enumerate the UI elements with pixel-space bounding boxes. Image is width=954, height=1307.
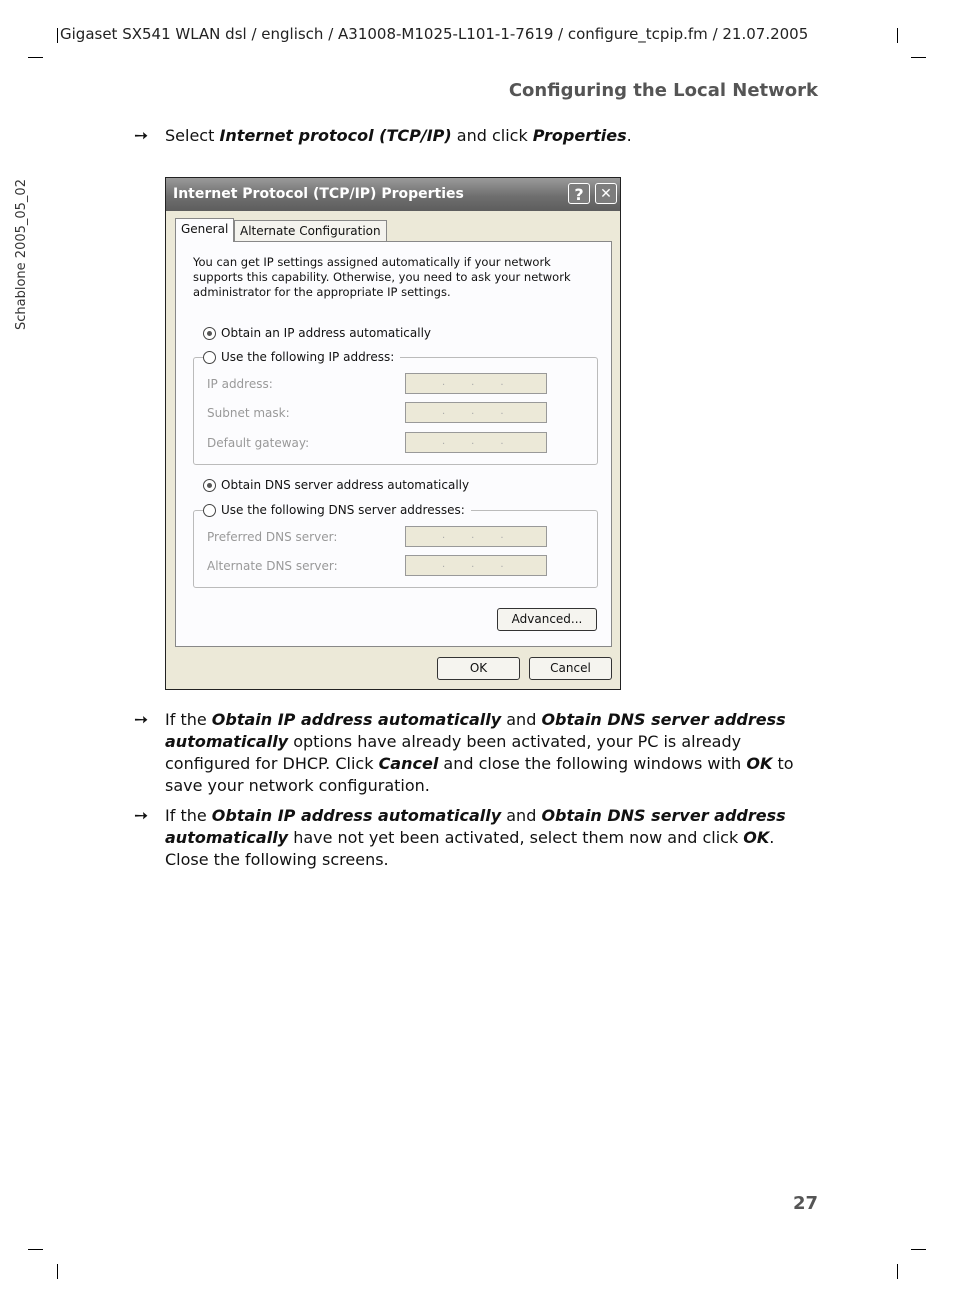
step-text: If the — [165, 806, 212, 825]
step-text: . — [626, 126, 632, 145]
step-text: and click — [451, 126, 533, 145]
ip-address-input[interactable]: ... — [405, 373, 547, 394]
radio-label: Use the following DNS server addresses: — [221, 503, 465, 517]
default-gateway-label: Default gateway: — [207, 436, 310, 450]
step-text: . Close the following screens. — [165, 828, 775, 869]
radio-unselected-icon — [203, 351, 216, 364]
step-emphasis: Obtain IP address automatically — [211, 710, 502, 729]
alternate-dns-input[interactable]: ... — [405, 555, 547, 576]
page-number: 27 — [792, 1193, 818, 1214]
step-emphasis: Properties — [532, 126, 627, 145]
step-2 — [134, 709, 821, 797]
header-file-info: / configure_tcpip.fm / 21.07.2005 — [558, 25, 809, 43]
crop-mark — [897, 28, 898, 43]
radio-unselected-icon — [203, 504, 216, 517]
step-text: and — [501, 806, 542, 825]
dialog-titlebar — [166, 178, 620, 211]
crop-mark — [28, 57, 43, 58]
step-emphasis: Obtain DNS server address automatically — [165, 710, 786, 751]
step-text: Select — [165, 126, 220, 145]
preferred-dns-label: Preferred DNS server: — [207, 530, 338, 544]
step-emphasis: Cancel — [378, 754, 439, 773]
crop-mark — [911, 1249, 926, 1250]
arrow-icon: ➙ — [134, 710, 149, 730]
advanced-button[interactable]: Advanced... — [497, 608, 597, 631]
general-panel — [175, 241, 612, 647]
radio-label: Use the following IP address: — [221, 350, 395, 364]
dns-server-group — [193, 510, 598, 588]
section-title: Configuring the Local Network — [508, 80, 818, 101]
step-text: options have already been activated, your PC is already configured for DHCP. Click — [165, 732, 742, 773]
crop-mark — [57, 28, 58, 43]
radio-selected-icon — [203, 327, 216, 340]
radio-selected-icon — [203, 479, 216, 492]
preferred-dns-input[interactable]: ... — [405, 526, 547, 547]
tab-general[interactable]: General — [175, 218, 234, 242]
close-button[interactable]: ✕ — [595, 183, 617, 204]
step-emphasis: OK — [743, 828, 770, 847]
radio-label: Obtain an IP address automatically — [221, 326, 432, 340]
step-emphasis: Internet protocol (TCP/IP) — [219, 126, 452, 145]
tab-alternate-configuration[interactable]: Alternate Configuration — [234, 220, 387, 242]
subnet-mask-input[interactable]: ... — [405, 402, 547, 423]
arrow-icon: ➙ — [134, 126, 149, 146]
step-emphasis: OK — [746, 754, 773, 773]
step-text: and — [501, 710, 542, 729]
step-emphasis: Obtain IP address automatically — [211, 806, 502, 825]
step-1 — [134, 125, 821, 147]
ok-button[interactable]: OK — [437, 657, 520, 680]
crop-mark — [28, 1249, 43, 1250]
tcpip-properties-dialog — [165, 177, 621, 690]
crop-mark — [911, 57, 926, 58]
side-label: Schablone 2005_05_02 — [14, 179, 29, 330]
crop-mark — [897, 1264, 898, 1279]
dialog-description: You can get IP settings assigned automatically if your network supports this capability. Otherwise, you need to ask your network administrator for the appropriate IP settings. — [193, 255, 571, 299]
dialog-title: Internet Protocol (TCP/IP) Properties — [173, 186, 464, 202]
ip-address-label: IP address: — [207, 377, 273, 391]
radio-use-ip[interactable] — [203, 350, 400, 364]
radio-obtain-ip-auto[interactable] — [203, 326, 431, 340]
subnet-mask-label: Subnet mask: — [207, 406, 290, 420]
help-button[interactable]: ? — [568, 183, 590, 204]
step-text: have not yet been activated, select them now and click — [288, 828, 744, 847]
radio-use-dns[interactable] — [203, 503, 471, 517]
step-text: to save your network configuration. — [165, 754, 794, 795]
crop-mark — [57, 1264, 58, 1279]
default-gateway-input[interactable]: ... — [405, 432, 547, 453]
header-doc-info: Gigaset SX541 WLAN dsl / englisch / A31008-M1025-L101-1-7619 — [60, 25, 554, 43]
arrow-icon: ➙ — [134, 806, 149, 826]
cancel-button[interactable]: Cancel — [529, 657, 612, 680]
radio-label: Obtain DNS server address automatically — [221, 478, 470, 492]
radio-obtain-dns-auto[interactable] — [203, 478, 469, 492]
step-text: If the — [165, 710, 212, 729]
step-3 — [134, 805, 821, 871]
alternate-dns-label: Alternate DNS server: — [207, 559, 338, 573]
step-text: and close the following windows with — [438, 754, 747, 773]
step-emphasis: Obtain DNS server address automatically — [165, 806, 786, 847]
